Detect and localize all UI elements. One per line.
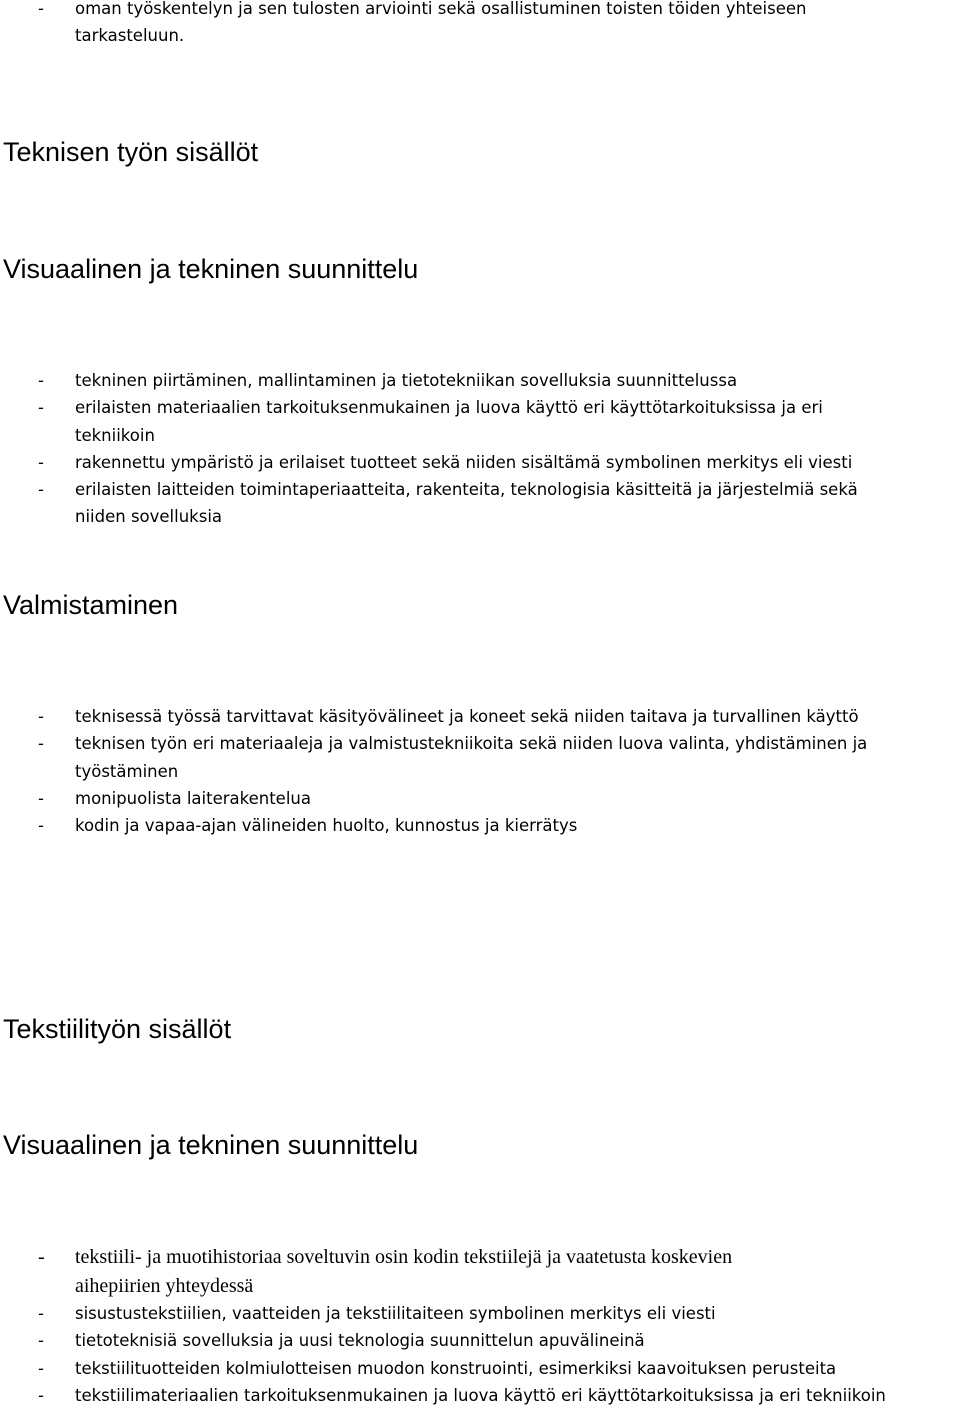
list-item	[0, 367, 960, 394]
list-dash: -	[38, 707, 44, 726]
list-dash: -	[38, 1304, 44, 1323]
list-item	[0, 0, 960, 50]
section-title-teknisen-tyon-sisallot: Teknisen työn sisällöt	[3, 137, 259, 167]
list-item-line: tekstiilituotteiden kolmiulotteisen muodon konstruointi, esimerkiksi kaavoituksen perusteita	[75, 1358, 837, 1378]
subsection-list	[0, 367, 960, 531]
list-item-line: oman työskentelyn ja sen tulosten arviointi sekä osallistuminen toisten töiden yhteiseen	[75, 0, 807, 18]
list-item-line: teknisen työn eri materiaaleja ja valmistustekniikoita sekä niiden luova valinta, yhdistäminen ja	[75, 734, 868, 754]
list-item-line: tekstiili- ja muotihistoriaa soveltuvin osin kodin tekstiilejä ja vaatetusta koskevien	[75, 1246, 733, 1268]
list-dash: -	[38, 1358, 44, 1378]
list-item-line: kodin ja vapaa-ajan välineiden huolto, kunnostus ja kierrätys	[75, 816, 578, 836]
list-item-line: tekniikoin	[75, 425, 155, 445]
list-item	[0, 1300, 960, 1327]
list-item-line: tietoteknisiä sovelluksia ja uusi teknologia suunnittelun apuvälineinä	[75, 1331, 645, 1351]
list-item-line: tekninen piirtäminen, mallintaminen ja tietotekniikan sovelluksia suunnittelussa	[75, 371, 738, 390]
section-title-tekstiilityon-sisallot: Tekstiilityön sisällöt	[3, 1014, 232, 1044]
list-dash: -	[38, 734, 44, 754]
list-item	[0, 449, 960, 476]
subsection-title-visuaalinen-ja-tekninen-suunnittelu: Visuaalinen ja tekninen suunnittelu	[3, 254, 419, 284]
list-item	[0, 812, 960, 839]
list-item	[0, 730, 960, 785]
subsection-list	[0, 703, 960, 839]
list-dash: -	[38, 371, 44, 390]
list-dash: -	[38, 452, 44, 472]
list-item	[0, 1355, 960, 1382]
list-item-line: teknisessä työssä tarvittavat käsityövälineet ja koneet sekä niiden taitava ja turvallinen käyttö	[75, 707, 859, 726]
list-item-line: sisustustekstiilien, vaatteiden ja tekstiilitaiteen symbolinen merkitys eli viesti	[75, 1304, 716, 1323]
list-item	[0, 476, 960, 531]
subsection-list	[0, 1243, 960, 1409]
list-item-line: tarkasteluun.	[75, 26, 185, 46]
list-item-line: niiden sovelluksia	[75, 507, 223, 527]
list-dash: -	[38, 816, 44, 836]
list-item	[0, 1327, 960, 1354]
intro-list	[0, 0, 960, 50]
list-dash: -	[38, 0, 44, 18]
list-item-line: työstäminen	[75, 761, 179, 781]
list-dash: -	[38, 1331, 44, 1351]
list-dash: -	[38, 1385, 44, 1405]
list-item-line: rakennettu ympäristö ja erilaiset tuotteet sekä niiden sisältämä symbolinen merkitys eli viesti	[75, 452, 853, 472]
list-item-line: monipuolista laiterakentelua	[75, 788, 311, 808]
subsection-title-visuaalinen-ja-tekninen-suunnittelu-2: Visuaalinen ja tekninen suunnittelu	[3, 1130, 419, 1160]
list-dash: -	[38, 1246, 45, 1268]
list-item	[0, 1243, 960, 1300]
list-dash: -	[38, 788, 44, 808]
list-item-line: erilaisten laitteiden toimintaperiaatteita, rakenteita, teknologisia käsitteitä ja järjestelmiä sekä	[75, 480, 858, 500]
list-item	[0, 785, 960, 812]
list-dash: -	[38, 398, 44, 418]
list-item-line: tekstiilimateriaalien tarkoituksenmukainen ja luova käyttö eri käyttötarkoituksissa ja eri tekniikoin	[75, 1385, 886, 1405]
list-dash: -	[38, 480, 44, 500]
list-item	[0, 703, 960, 730]
list-item	[0, 1382, 960, 1409]
subsection-title-valmistaminen: Valmistaminen	[3, 590, 179, 620]
list-item-line: aihepiirien yhteydessä	[75, 1274, 254, 1297]
list-item-line: erilaisten materiaalien tarkoituksenmukainen ja luova käyttö eri käyttötarkoituksissa ja eri	[75, 398, 823, 418]
list-item	[0, 394, 960, 449]
